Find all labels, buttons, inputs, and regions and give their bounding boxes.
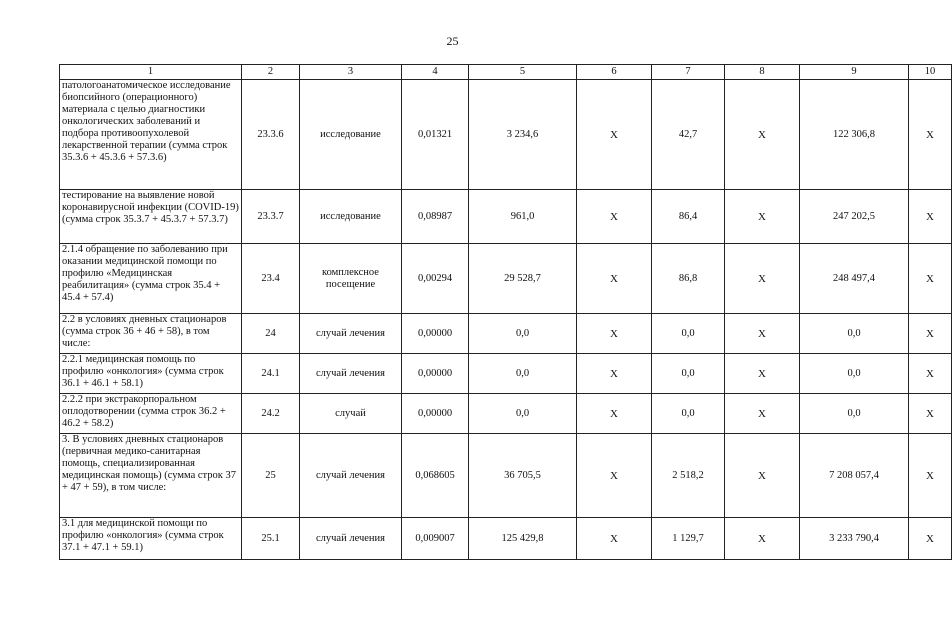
table-row <box>60 434 952 518</box>
unit: исследование <box>300 80 402 190</box>
col-8-mark: X <box>725 434 800 518</box>
total-amount: 122 306,8 <box>800 80 909 190</box>
norm-cost: 29 528,7 <box>469 244 577 314</box>
column-header: 3 <box>300 65 402 80</box>
row-description: 3. В условиях дневных стационаров (первичная медико-санитарная помощь, специализированная медицинская помощь) (сумма строк 37 + 47 + 59), в том числе: <box>60 434 242 518</box>
unit: комплексное посещение <box>300 244 402 314</box>
unit: случай лечения <box>300 434 402 518</box>
table-row <box>60 314 952 354</box>
norm-cost: 961,0 <box>469 190 577 244</box>
row-number: 25.1 <box>242 518 300 560</box>
col-6-mark: X <box>577 354 652 394</box>
per-capita: 86,4 <box>652 190 725 244</box>
per-capita: 0,0 <box>652 314 725 354</box>
row-number: 25 <box>242 434 300 518</box>
row-description: тестирование на выявление новой коронавирусной инфекции (COVID-19) (сумма строк 35.3.7 + 45.3.7 + 57.3.7) <box>60 190 242 244</box>
total-amount: 0,0 <box>800 314 909 354</box>
row-description: патологоанатомическое исследование биопсийного (операционного) материала с целью диагностики онкологических заболеваний и подбора противоопухолевой лекарственной терапии (сумма строк 35.3.6 + 45.3.6 + 57.3.6) <box>60 80 242 190</box>
column-header: 9 <box>800 65 909 80</box>
unit: исследование <box>300 190 402 244</box>
norm-volume: 0,00294 <box>402 244 469 314</box>
col-6-mark: X <box>577 518 652 560</box>
per-capita: 0,0 <box>652 354 725 394</box>
norm-cost: 0,0 <box>469 314 577 354</box>
page-number: 25 <box>446 34 459 48</box>
col-8-mark: X <box>725 314 800 354</box>
row-description: 3.1 для медицинской помощи по профилю «онкология» (сумма строк 37.1 + 47.1 + 59.1) <box>60 518 242 560</box>
col-10-mark: X <box>909 80 952 190</box>
table-row <box>60 80 952 190</box>
per-capita: 0,0 <box>652 394 725 434</box>
per-capita: 2 518,2 <box>652 434 725 518</box>
row-description: 2.2.2 при экстракорпоральном оплодотворении (сумма строк 36.2 + 46.2 + 58.2) <box>60 394 242 434</box>
row-description: 2.2.1 медицинская помощь по профилю «онкология» (сумма строк 36.1 + 46.1 + 58.1) <box>60 354 242 394</box>
norm-volume: 0,068605 <box>402 434 469 518</box>
row-number: 24.2 <box>242 394 300 434</box>
row-number: 24.1 <box>242 354 300 394</box>
norm-volume: 0,009007 <box>402 518 469 560</box>
col-6-mark: X <box>577 190 652 244</box>
norm-volume: 0,08987 <box>402 190 469 244</box>
column-header: 4 <box>402 65 469 80</box>
column-header: 10 <box>909 65 952 80</box>
per-capita: 42,7 <box>652 80 725 190</box>
norm-cost: 0,0 <box>469 394 577 434</box>
norm-cost: 36 705,5 <box>469 434 577 518</box>
table-row <box>60 518 952 560</box>
row-description: 2.2 в условиях дневных стационаров (сумма строк 36 + 46 + 58), в том числе: <box>60 314 242 354</box>
data-table <box>59 64 952 560</box>
column-header: 1 <box>60 65 242 80</box>
table-row <box>60 394 952 434</box>
total-amount: 247 202,5 <box>800 190 909 244</box>
row-number: 23.3.6 <box>242 80 300 190</box>
norm-volume: 0,00000 <box>402 314 469 354</box>
row-number: 24 <box>242 314 300 354</box>
col-10-mark: X <box>909 434 952 518</box>
column-header: 5 <box>469 65 577 80</box>
col-10-mark: X <box>909 244 952 314</box>
per-capita: 86,8 <box>652 244 725 314</box>
col-8-mark: X <box>725 394 800 434</box>
table-row <box>60 190 952 244</box>
unit: случай лечения <box>300 518 402 560</box>
col-8-mark: X <box>725 354 800 394</box>
col-8-mark: X <box>725 190 800 244</box>
row-number: 23.3.7 <box>242 190 300 244</box>
col-10-mark: X <box>909 354 952 394</box>
norm-cost: 125 429,8 <box>469 518 577 560</box>
col-6-mark: X <box>577 314 652 354</box>
col-10-mark: X <box>909 518 952 560</box>
norm-cost: 0,0 <box>469 354 577 394</box>
unit: случай лечения <box>300 354 402 394</box>
col-10-mark: X <box>909 190 952 244</box>
table-row <box>60 244 952 314</box>
norm-volume: 0,00000 <box>402 354 469 394</box>
total-amount: 0,0 <box>800 354 909 394</box>
norm-cost: 3 234,6 <box>469 80 577 190</box>
col-8-mark: X <box>725 80 800 190</box>
column-number-row <box>60 65 952 80</box>
per-capita: 1 129,7 <box>652 518 725 560</box>
unit: случай лечения <box>300 314 402 354</box>
total-amount: 0,0 <box>800 394 909 434</box>
column-header: 2 <box>242 65 300 80</box>
unit: случай <box>300 394 402 434</box>
col-10-mark: X <box>909 314 952 354</box>
norm-volume: 0,01321 <box>402 80 469 190</box>
col-6-mark: X <box>577 434 652 518</box>
col-10-mark: X <box>909 394 952 434</box>
total-amount: 7 208 057,4 <box>800 434 909 518</box>
col-6-mark: X <box>577 80 652 190</box>
norm-volume: 0,00000 <box>402 394 469 434</box>
col-6-mark: X <box>577 394 652 434</box>
total-amount: 248 497,4 <box>800 244 909 314</box>
col-6-mark: X <box>577 244 652 314</box>
table-row <box>60 354 952 394</box>
column-header: 8 <box>725 65 800 80</box>
row-description: 2.1.4 обращение по заболеванию при оказании медицинской помощи по профилю «Медицинская реабилитация» (сумма строк 35.4 + 45.4 + 57.4) <box>60 244 242 314</box>
col-8-mark: X <box>725 518 800 560</box>
column-header: 6 <box>577 65 652 80</box>
column-header: 7 <box>652 65 725 80</box>
total-amount: 3 233 790,4 <box>800 518 909 560</box>
col-8-mark: X <box>725 244 800 314</box>
row-number: 23.4 <box>242 244 300 314</box>
